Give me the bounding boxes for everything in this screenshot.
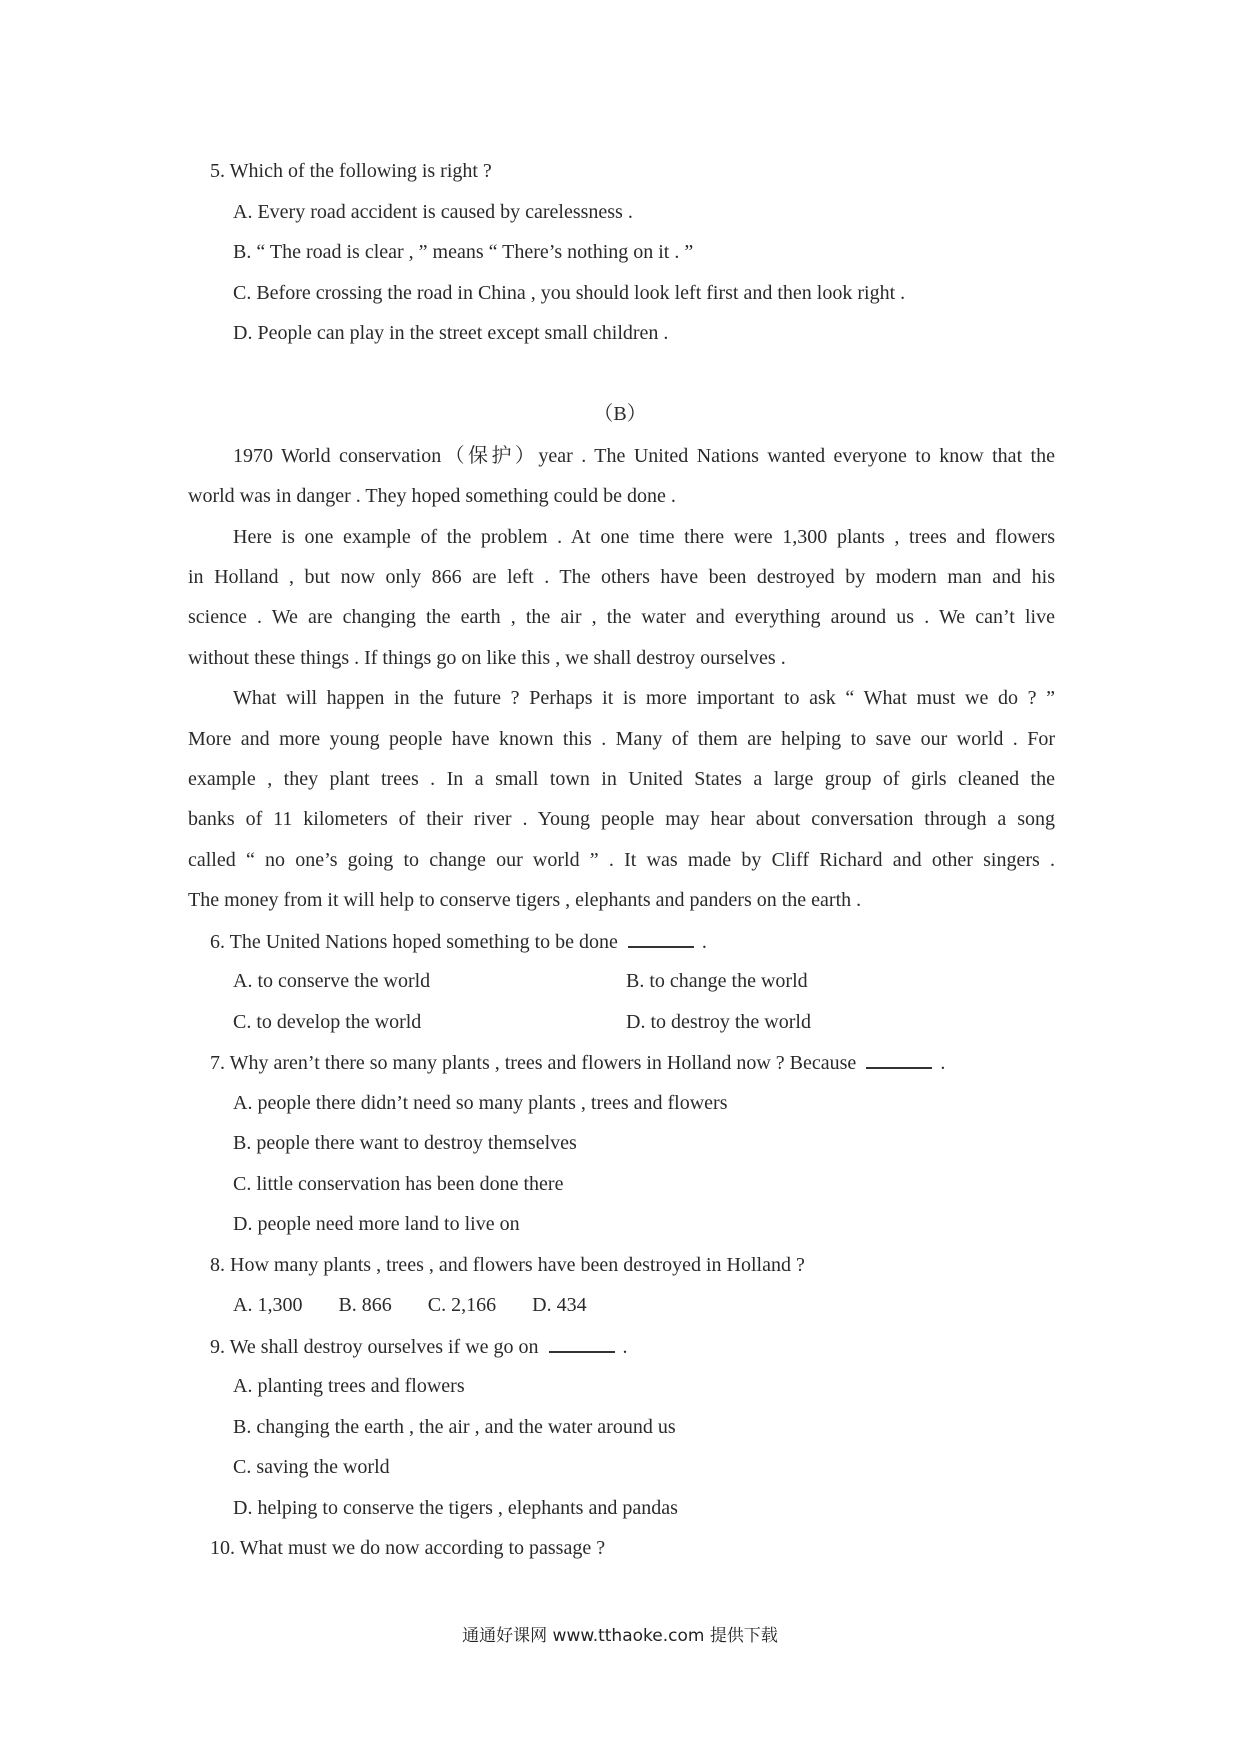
- q5-option-c: C. Before crossing the road in China , you should look left first and then look right .: [233, 282, 906, 304]
- q8-options: [233, 1292, 587, 1318]
- q8-option-b: B. 866: [338, 1294, 392, 1316]
- answer-blank: [549, 1333, 615, 1353]
- passage-line: 1970 World conservation（保护）year . The United Nations wanted everyone to know that the: [233, 445, 1055, 467]
- q6-option-a: A. to conserve the world: [233, 970, 431, 992]
- q9-question: [210, 1333, 628, 1360]
- q9-option-a: A. planting trees and flowers: [233, 1375, 465, 1397]
- q9-option-b: B. changing the earth , the air , and the water around us: [233, 1416, 676, 1438]
- passage-line: banks of 11 kilometers of their river . Young people may hear about conversation through a song: [188, 808, 1055, 830]
- answer-blank: [866, 1049, 932, 1069]
- q10-question: 10. What must we do now according to passage ?: [210, 1537, 606, 1559]
- q7-option-b: B. people there want to destroy themselves: [233, 1132, 577, 1154]
- answer-blank: [628, 928, 694, 948]
- q6-option-b: B. to change the world: [626, 970, 808, 992]
- passage-line: Here is one example of the problem . At one time there were 1,300 plants , trees and flowers: [233, 526, 1055, 548]
- passage-line: in Holland , but now only 866 are left . The others have been destroyed by modern man and his: [188, 566, 1055, 588]
- q7-question-end: .: [940, 1052, 946, 1074]
- passage-line: world was in danger . They hoped something could be done .: [188, 485, 676, 507]
- q5-question: 5. Which of the following is right ?: [210, 160, 492, 182]
- q8-option-a: A. 1,300: [233, 1294, 303, 1316]
- q7-question-text: 7. Why aren’t there so many plants , trees and flowers in Holland now ? Because: [210, 1052, 857, 1074]
- q8-question: 8. How many plants , trees , and flowers have been destroyed in Holland ?: [210, 1254, 805, 1276]
- q8-option-c: C. 2,166: [427, 1294, 497, 1316]
- passage-line: called “ no one’s going to change our world ” . It was made by Cliff Richard and other singers .: [188, 849, 1055, 871]
- passage-line: without these things . If things go on like this , we shall destroy ourselves .: [188, 647, 786, 669]
- q5-option-b: B. “ The road is clear , ” means “ There’s nothing on it . ”: [233, 241, 694, 263]
- q7-option-d: D. people need more land to live on: [233, 1213, 520, 1235]
- q6-option-d: D. to destroy the world: [626, 1011, 811, 1033]
- q7-option-c: C. little conservation has been done there: [233, 1173, 564, 1195]
- q7-question: [210, 1049, 945, 1076]
- q5-option-d: D. People can play in the street except small children .: [233, 322, 669, 344]
- q7-option-a: A. people there didn’t need so many plants , trees and flowers: [233, 1092, 728, 1114]
- q9-question-text: 9. We shall destroy ourselves if we go on: [210, 1336, 539, 1358]
- q6-question: [210, 928, 707, 955]
- q9-question-end: .: [622, 1336, 628, 1358]
- passage-line: More and more young people have known this . Many of them are helping to save our world . For: [188, 728, 1055, 750]
- page-footer: 通通好课网 www.tthaoke.com 提供下载: [462, 1626, 778, 1646]
- passage-line: What will happen in the future ? Perhaps it is more important to ask “ What must we do ? ”: [233, 687, 1055, 709]
- passage-line: example , they plant trees . In a small town in United States a large group of girls cleaned the: [188, 768, 1055, 790]
- q5-option-a: A. Every road accident is caused by carelessness .: [233, 201, 633, 223]
- q9-option-d: D. helping to conserve the tigers , elephants and pandas: [233, 1497, 678, 1519]
- q6-question-end: .: [701, 931, 707, 953]
- q8-option-d: D. 434: [532, 1294, 587, 1316]
- section-heading: （B）: [593, 403, 647, 425]
- passage-line: The money from it will help to conserve tigers , elephants and panders on the earth .: [188, 889, 862, 911]
- passage-line: science . We are changing the earth , the air , the water and everything around us . We can’t live: [188, 606, 1055, 628]
- q6-option-c: C. to develop the world: [233, 1011, 422, 1033]
- q6-question-text: 6. The United Nations hoped something to be done: [210, 931, 618, 953]
- q9-option-c: C. saving the world: [233, 1456, 390, 1478]
